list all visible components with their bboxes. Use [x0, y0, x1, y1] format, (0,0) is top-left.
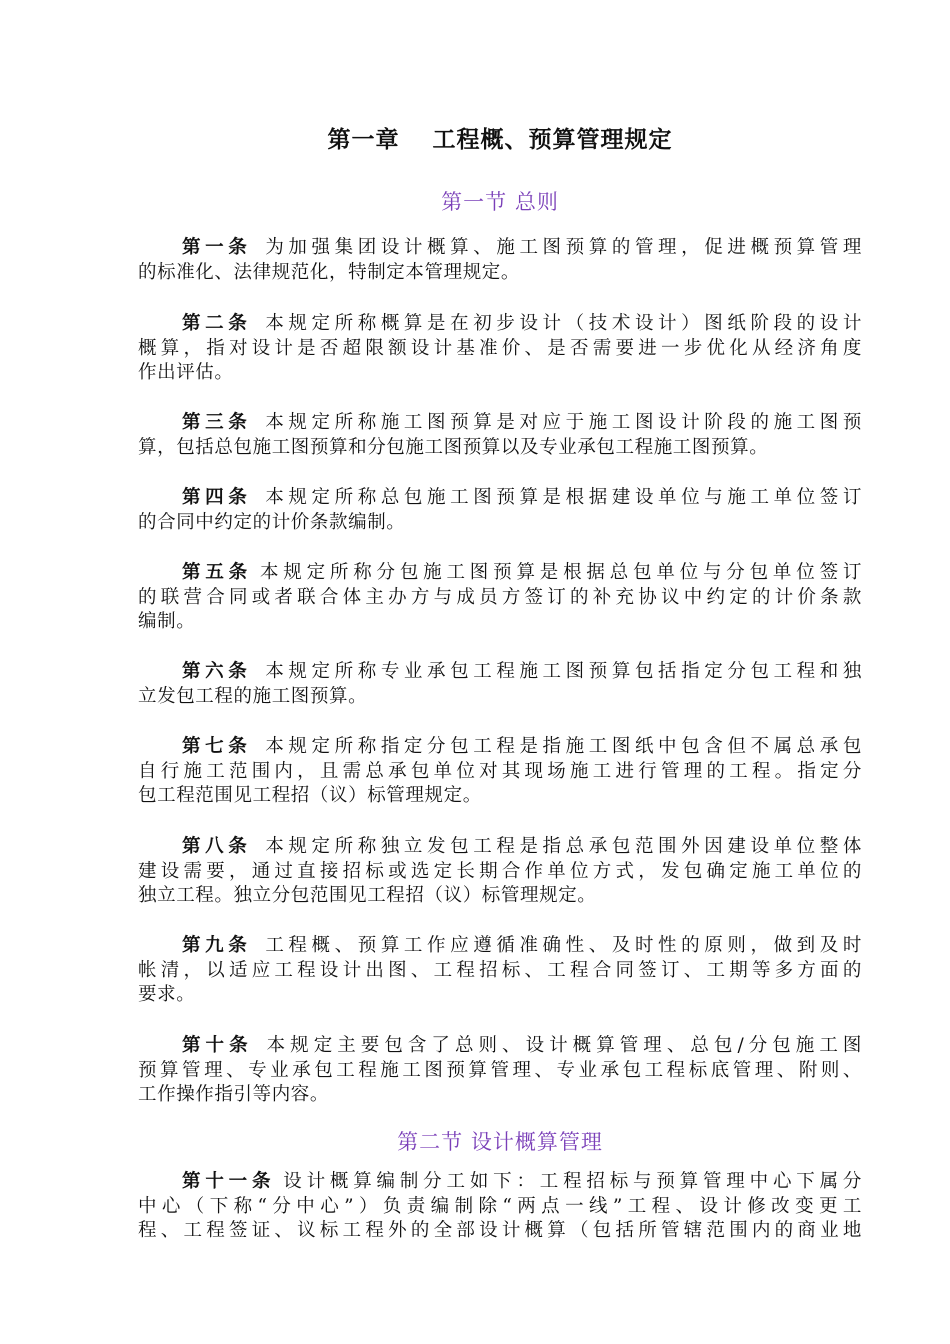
article-text: 要求。 — [138, 984, 196, 1005]
article-text: 帐清，以适应工程设计出图、工程招标、工程合同签订、工期等多方面的 — [138, 959, 862, 981]
article — [138, 486, 862, 535]
article-text: 自行施工范围内，且需总承包单位对其现场施工进行管理的工程。指定分 — [138, 760, 862, 782]
article-text: 程、工程签证、议标工程外的全部设计概算（包括所管辖范围内的商业地 — [138, 1220, 862, 1241]
article — [138, 660, 862, 709]
article-number: 第六条 — [182, 661, 252, 682]
article-text: 本规定所称总包施工图预算是根据建设单位与施工单位签订 — [265, 487, 862, 508]
article-text: 本规定所称概算是在初步设计（技术设计）图纸阶段的设计 — [265, 313, 862, 334]
article-text: 预算管理、专业承包工程施工图预算管理、专业承包工程标底管理、附则、 — [138, 1059, 862, 1081]
article-text: 包工程范围见工程招（议）标管理规定。 — [138, 785, 482, 806]
article-text: 中心（下称“分中心”）负责编制除“两点一线”工程、设计修改变更工 — [138, 1195, 862, 1217]
article-text: 设计概算编制分工如下：工程招标与预算管理中心下属分 — [283, 1171, 862, 1192]
article-text: 本规定所称独立发包工程是指总承包范围外因建设单位整体 — [265, 836, 862, 857]
article-text: 算，包括总包施工图预算和分包施工图预算以及专业承包工程施工图预算。 — [138, 436, 769, 458]
article-text: 的联营合同或者联合体主办方与成员方签订的补充协议中约定的计价条款 — [138, 586, 862, 608]
section-title: 第二节 设计概算管理 — [397, 1130, 603, 1154]
article-text: 本规定所称分包施工图预算是根据总包单位与分包单位签订 — [259, 562, 862, 583]
chapter-title: 第一章 工程概、预算管理规定 — [327, 126, 673, 153]
article-text: 本规定所称专业承包工程施工图预算包括指定分包工程和独 — [265, 661, 862, 682]
section-title: 第一节 总则 — [441, 190, 559, 214]
article — [138, 1034, 862, 1108]
article-text: 建设需要，通过直接招标或选定长期合作单位方式，发包确定施工单位的 — [138, 860, 862, 882]
article-text: 独立工程。独立分包范围见工程招（议）标管理规定。 — [138, 885, 597, 906]
article-text: 为加强集团设计概算、施工图预算的管理，促进概预算管理 — [265, 237, 862, 258]
article-number: 第四条 — [182, 487, 252, 508]
article-text: 本规定所称施工图预算是对应于施工图设计阶段的施工图预 — [265, 412, 862, 433]
article-text: 的标准化、法律规范化，特制定本管理规定。 — [138, 261, 521, 283]
article-text: 工作操作指引等内容。 — [138, 1084, 330, 1105]
article-number: 第一条 — [182, 237, 252, 258]
article-text: 工程概、预算工作应遵循准确性、及时性的原则，做到及时 — [265, 935, 862, 956]
article — [138, 735, 862, 809]
article — [138, 312, 862, 386]
article-number: 第十条 — [182, 1035, 253, 1056]
article-text: 的合同中约定的计价条款编制。 — [138, 511, 406, 533]
article — [138, 411, 862, 460]
article-number: 第十一条 — [182, 1171, 276, 1192]
article — [138, 934, 862, 1008]
article-number: 第九条 — [182, 935, 252, 956]
article — [138, 236, 862, 285]
article-text: 立发包工程的施工图预算。 — [138, 685, 368, 707]
article — [138, 835, 862, 909]
article — [138, 561, 862, 635]
article — [138, 1170, 862, 1244]
article-number: 第七条 — [182, 736, 252, 757]
article-number: 第八条 — [182, 836, 252, 857]
article-text: 概算，指对设计是否超限额设计基准价、是否需要进一步优化从经济角度 — [138, 337, 862, 359]
article-number: 第五条 — [182, 562, 252, 583]
article-number: 第三条 — [182, 412, 252, 433]
article-text: 作出评估。 — [138, 362, 234, 383]
article-text: 本规定主要包含了总则、设计概算管理、总包/分包施工图 — [266, 1035, 862, 1056]
article-number: 第二条 — [182, 313, 252, 334]
article-text: 编制。 — [138, 611, 196, 632]
article-text: 本规定所称指定分包工程是指施工图纸中包含但不属总承包 — [265, 736, 862, 757]
